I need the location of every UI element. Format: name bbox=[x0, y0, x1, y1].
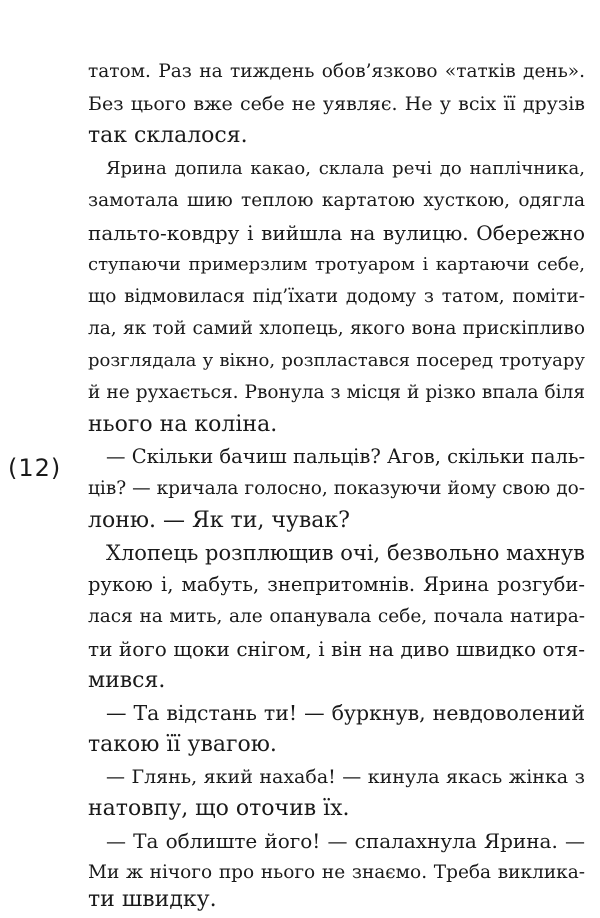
text-line: Ярина допила какао, склала речі до наплічника, bbox=[106, 158, 585, 179]
text-line: Ми ж нічого про нього не знаємо. Треба виклика- bbox=[88, 862, 585, 883]
text-line: Хлопець розплющив очі, безвольно махнув bbox=[106, 541, 585, 565]
text-line: так склалося. bbox=[88, 123, 248, 148]
text-line: мився. bbox=[88, 668, 166, 693]
text-line: — Скільки бачиш пальців? Агов, скільки паль- bbox=[106, 445, 586, 468]
text-line: Без цього вже себе не уявляє. Не у всіх її друзів bbox=[88, 93, 585, 115]
text-line: замотала шию теплою картатою хусткою, одягла bbox=[88, 190, 585, 211]
text-line: — Глянь, який нахаба! — кинула якась жінка з bbox=[106, 766, 585, 788]
text-line: ступаючи примерзлим тротуаром і картаючи себе, bbox=[88, 254, 585, 275]
text-line: — Та облиште його! — спалахнула Ярина. — bbox=[106, 829, 585, 853]
text-line: нього на коліна. bbox=[88, 412, 278, 437]
text-line: татом. Раз на тиждень обов’язково «татків день». bbox=[88, 61, 585, 82]
page-number: (12) bbox=[8, 454, 62, 482]
text-line: лася на мить, але опанувала себе, почала натира- bbox=[88, 606, 585, 627]
text-line: натовпу, що оточив їх. bbox=[88, 796, 350, 821]
text-line: такою її увагою. bbox=[88, 732, 277, 757]
text-line: ти швидку. bbox=[88, 887, 217, 912]
text-line: й не рухається. Рвонула з місця й різко впала біля bbox=[88, 382, 585, 403]
text-line: лоню. — Як ти, чувак? bbox=[88, 508, 350, 533]
text-line: ти його щоки снігом, і він на диво швидко отя- bbox=[88, 637, 585, 661]
text-line: ла, як той самий хлопець, якого вона прискіпливо bbox=[88, 318, 585, 339]
text-line: що відмовилася під’їхати додому з татом, поміти- bbox=[88, 286, 585, 307]
text-line: ців? — кричала голосно, показуючи йому свою до- bbox=[88, 478, 585, 499]
text-line: — Та відстань ти! — буркнув, невдоволений bbox=[106, 701, 585, 725]
text-line: розглядала у вікно, розпластався посеред тротуару bbox=[88, 350, 585, 371]
text-line: пальто-ковдру і вийшла на вулицю. Обережно bbox=[88, 221, 585, 245]
text-line: рукою і, мабуть, знепритомнів. Ярина розгуби- bbox=[88, 573, 585, 596]
